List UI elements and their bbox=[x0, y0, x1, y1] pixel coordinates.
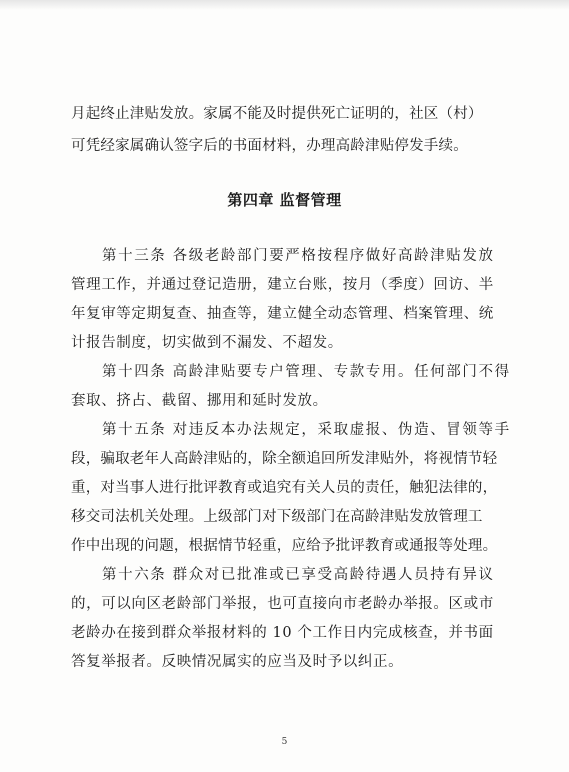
article-13-line-4: 计报告制度，切实做到不漏发、不超发。 bbox=[71, 335, 343, 351]
article-15-line-5: 作中出现的问题，根据情节轻重，应给予批评教育或通报等处理。 bbox=[71, 538, 498, 554]
article-15-line-1: 第十五条 对违反本办法规定，采取虚报、伪造、冒领等手 bbox=[102, 422, 511, 438]
article-15-line-3: 重，对当事人进行批评教育或追究有关人员的责任，触犯法律的， bbox=[71, 480, 498, 496]
intro-line-1: 月起终止津贴发放。家属不能及时提供死亡证明的，社区（村） bbox=[71, 106, 483, 122]
chapter-heading: 第四章 监督管理 bbox=[227, 191, 342, 209]
article-16-line-2: 的，可以向区老龄部门举报，也可直接向市老龄办举报。区或市 bbox=[71, 596, 494, 612]
article-16-line-4: 答复举报者。反映情况属实的应当及时予以纠正。 bbox=[71, 654, 404, 670]
article-13-line-2: 管理工作，并通过登记造册，建立台账，按月（季度）回访、半 bbox=[71, 277, 494, 293]
article-13-line-1: 第十三条 各级老龄部门要严格按程序做好高龄津贴发放 bbox=[102, 248, 495, 264]
article-14-line-2: 套取、挤占、截留、挪用和延时发放。 bbox=[71, 393, 328, 409]
article-13-line-3: 年复审等定期复查、抽查等，建立健全动态管理、档案管理、统 bbox=[71, 306, 494, 322]
article-16-line-1: 第十六条 群众对已批准或已享受高龄待遇人员持有异议 bbox=[102, 567, 495, 583]
article-16-line-3: 老龄办在接到群众举报材料的 10 个工作日内完成核查，并书面 bbox=[71, 625, 494, 641]
intro-line-2: 可凭经家属确认签字后的书面材料，办理高龄津贴停发手续。 bbox=[71, 138, 468, 154]
article-15-line-2: 段，骗取老年人高龄津贴的，除全额追回所发津贴外，将视情节轻 bbox=[71, 451, 498, 467]
article-15-line-4: 移交司法机关处理。上级部门对下级部门在高龄津贴发放管理工 bbox=[71, 509, 483, 525]
article-14-line-1: 第十四条 高龄津贴要专户管理、专款专用。任何部门不得 bbox=[102, 364, 511, 380]
scan-edge-shadow bbox=[0, 0, 569, 10]
page-number: 5 bbox=[281, 737, 288, 747]
